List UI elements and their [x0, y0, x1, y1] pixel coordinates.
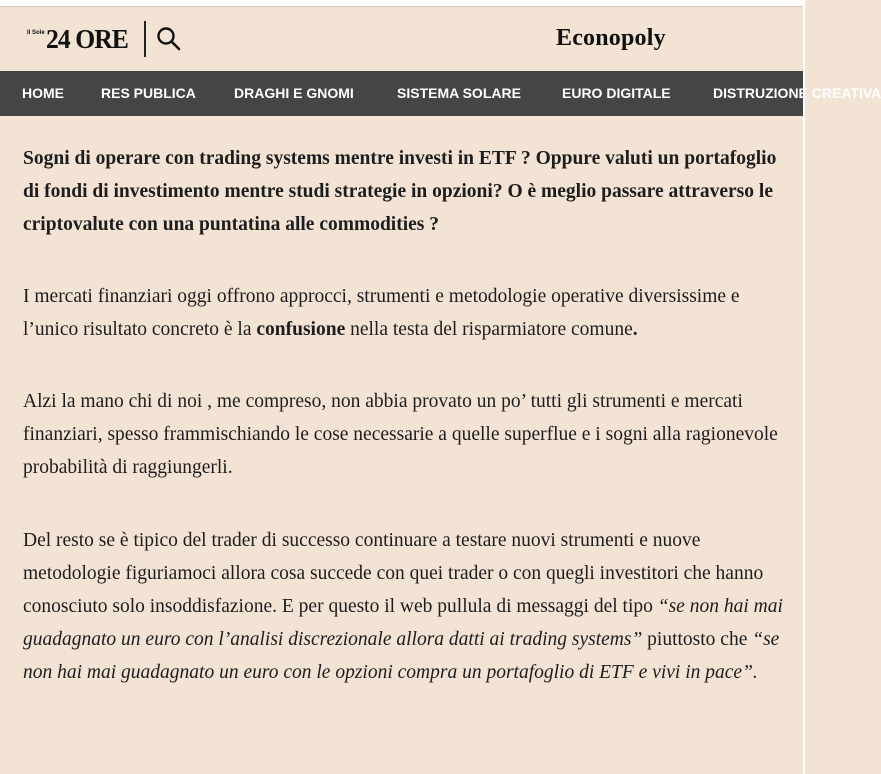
- nav-item-res-publica[interactable]: RES PUBLICA: [101, 85, 196, 101]
- paragraph-3-text-a: Del resto se è tipico del trader di successo continuare a testare nuovi strumenti e nuove metodologie figuriamoci allora cosa succede con quei trader o con quegli investitori che hanno conosciuto solo insoddisfazione. E per questo il web pullula di messaggi del tipo: [23, 530, 764, 617]
- paragraph-3-text-mid: piuttosto che: [642, 629, 753, 650]
- top-border: [0, 0, 805, 7]
- paragraph-1-bold: confusione: [256, 319, 346, 340]
- logo-main-text: 24 ORE: [45, 24, 128, 54]
- nav-item-distruzione-creativa[interactable]: DISTRUZIONE CREATIVA: [713, 85, 881, 101]
- main-navigation: [0, 71, 881, 116]
- logo-divider: [144, 21, 146, 57]
- sole24ore-logo[interactable]: [27, 25, 132, 53]
- paragraph-1-text-b: nella testa del risparmiatore comune: [345, 319, 633, 340]
- nav-item-draghi-e-gnomi[interactable]: DRAGHI E GNOMI: [234, 85, 354, 101]
- blog-title[interactable]: Econopoly: [556, 25, 666, 51]
- nav-item-home[interactable]: HOME: [22, 85, 64, 101]
- paragraph-3: [23, 524, 788, 689]
- search-button[interactable]: [156, 26, 182, 52]
- paragraph-1: [23, 280, 788, 346]
- paragraph-2: Alzi la mano chi di noi , me compreso, non abbia provato un po’ tutti gli strumenti e mercati finanziari, spesso frammischiando le cose necessarie a quelle superflue e i sogni alla ragionevole probabilità di raggiungerli.: [23, 391, 778, 478]
- site-header: [0, 7, 803, 71]
- paragraph-3-quote-2: “se non hai mai guadagnato un euro con le opzioni compra un portafoglio di ETF e vivi in pace”.: [23, 629, 780, 683]
- nav-item-sistema-solare[interactable]: SISTEMA SOLARE: [397, 85, 521, 101]
- right-border: [803, 6, 805, 774]
- article-lead: Sogni di operare con trading systems mentre investi in ETF ? Oppure valuti un portafoglio di fondi di investimento mentre studi strategie in opzioni? O è meglio passare attraverso le criptovalute con una puntatina alle commodities ?: [23, 148, 777, 235]
- nav-item-euro-digitale[interactable]: EURO DIGITALE: [562, 85, 671, 101]
- paragraph-3-quote-1: “se non hai mai guadagnato un euro con l’analisi discrezionale allora datti ai trading systems”: [23, 596, 783, 650]
- paragraph-1-dot: .: [632, 319, 638, 340]
- search-icon: [156, 26, 182, 52]
- paragraph-1-text-a: I mercati finanziari oggi offrono approcci, strumenti e metodologie operative diversissime e l’unico risultato concreto è la: [23, 286, 740, 340]
- logo-small-text: Il Sole: [27, 30, 45, 36]
- article-body: [23, 142, 788, 689]
